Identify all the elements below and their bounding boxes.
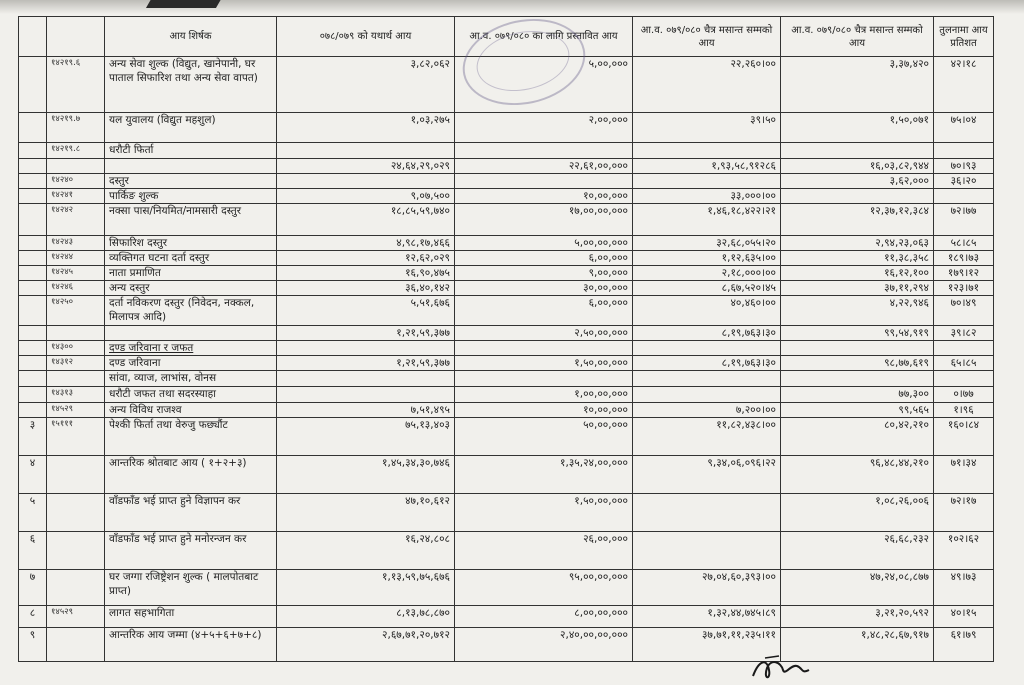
cell-percent [934,189,994,204]
table-header-row [19,17,994,57]
cell-proposed-income: १०,००,००० [455,403,633,418]
cell-percent: ७०।४९ [934,296,994,326]
cell-chaitra-income: १,९३,५८,९१२८६ [633,159,781,174]
cell-percent: ७५।०४ [934,113,994,143]
cell-code: १४२१९.७ [47,113,105,143]
cell-sn: ३ [19,418,47,456]
cell-percent: ४९।७३ [934,570,994,606]
header-percent: तुलनामा आय प्रतिशत [934,17,994,57]
cell-title: व्यक्तिगत घटना दर्ता दस्तुर [105,251,277,266]
header-actual-income: ०७८/०७९ को यथार्थ आय [277,17,455,57]
cell-actual-income: ४,९८,१७,४६६ [277,236,455,251]
cell-proposed-income: १,००,००,००० [455,387,633,403]
cell-chaitra-income-2: ३,२१,२०,५९२ [781,606,934,628]
cell-actual-income: ९,०७,५०० [277,189,455,204]
cell-sn [19,174,47,189]
cell-title: सिफारिश दस्तुर [105,236,277,251]
cell-sn [19,356,47,371]
cell-proposed-income [455,174,633,189]
cell-percent: १०२।६२ [934,532,994,570]
cell-percent: ७०।९३ [934,159,994,174]
cell-sn [19,57,47,113]
cell-chaitra-income: ८,१९,७६३।३० [633,326,781,341]
cell-actual-income: १,२१,५९,३७७ [277,326,455,341]
cell-title: सांवा, व्याज, लाभांस, वोनस [105,371,277,387]
cell-sn [19,326,47,341]
cell-percent [934,143,994,159]
cell-title: दस्तुर [105,174,277,189]
cell-percent [934,341,994,356]
cell-actual-income: १८,८५,५९,७४० [277,204,455,236]
table-row [19,456,994,494]
cell-title: लागत सहभागिता [105,606,277,628]
cell-chaitra-income [633,371,781,387]
cell-sn [19,281,47,296]
cell-chaitra-income-2 [781,341,934,356]
cell-sn [19,371,47,387]
table-row [19,356,994,371]
cell-chaitra-income: १,३२,४४,७४५।८९ [633,606,781,628]
cell-sn [19,204,47,236]
cell-sn [19,403,47,418]
income-table [18,16,994,662]
cell-code: १४२४६ [47,281,105,296]
cell-chaitra-income: २२,२६०।०० [633,57,781,113]
cell-chaitra-income-2: ४,२२,९४६ [781,296,934,326]
cell-percent [934,371,994,387]
cell-title: वाँडफाँड भई प्राप्त हुने मनोरन्जन कर [105,532,277,570]
cell-chaitra-income [633,341,781,356]
cell-code [47,570,105,606]
table-row [19,341,994,356]
table-row [19,143,994,159]
cell-sn: ६ [19,532,47,570]
header-code [47,17,105,57]
cell-chaitra-income-2: १,५०,०७१ [781,113,934,143]
cell-chaitra-income-2: १,४८,२८,६७,९१७ [781,628,934,662]
cell-chaitra-income-2: ७७,३०० [781,387,934,403]
table-body [19,57,994,662]
cell-proposed-income: २२,६१,००,००० [455,159,633,174]
table-row [19,57,994,113]
cell-actual-income [277,387,455,403]
cell-percent: ७१।३४ [934,456,994,494]
cell-percent: ०।७७ [934,387,994,403]
cell-percent: ७२।१७ [934,494,994,532]
cell-chaitra-income: ३२,६८,०५५।२० [633,236,781,251]
cell-actual-income [277,174,455,189]
cell-sn [19,236,47,251]
cell-title: आन्तरिक आय जम्मा (४+५+६+७+८) [105,628,277,662]
cell-actual-income: ७,५१,४९५ [277,403,455,418]
cell-code: १४३१२ [47,356,105,371]
cell-code [47,326,105,341]
cell-sn [19,143,47,159]
cell-code: १४५२९ [47,606,105,628]
cell-actual-income: ७५,१३,४०३ [277,418,455,456]
cell-proposed-income: २,००,००० [455,113,633,143]
table-row [19,296,994,326]
table-row [19,606,994,628]
cell-title: पार्किङ शुल्क [105,189,277,204]
table-row [19,570,994,606]
cell-actual-income [277,143,455,159]
cell-title: अन्य दस्तुर [105,281,277,296]
cell-title: आन्तरिक श्रोतबाट आय ( १+२+३) [105,456,277,494]
cell-chaitra-income: ३७,७१,११,२३५।११ [633,628,781,662]
cell-chaitra-income-2: २,९४,२३,०६३ [781,236,934,251]
cell-actual-income: १६,९०,४७५ [277,266,455,281]
cell-title: घर जग्गा रजिष्ट्रेशन शुल्क ( मालपोतबाट प्राप्त) [105,570,277,606]
table-row [19,494,994,532]
cell-proposed-income: १०,००,००० [455,189,633,204]
header-sn [19,17,47,57]
cell-code: १४२४२ [47,204,105,236]
cell-proposed-income: ५,००,००,००० [455,236,633,251]
cell-chaitra-income-2: ९९,५६५ [781,403,934,418]
cell-chaitra-income [633,143,781,159]
cell-code: १४२४४ [47,251,105,266]
table-row [19,371,994,387]
table-row [19,251,994,266]
cell-chaitra-income: ३९।५० [633,113,781,143]
cell-chaitra-income [633,494,781,532]
scan-edge [146,0,224,8]
table-row [19,204,994,236]
cell-percent: १८९।७३ [934,251,994,266]
table-row [19,281,994,296]
table-row [19,387,994,403]
cell-percent: ३६।२० [934,174,994,189]
cell-actual-income [277,341,455,356]
cell-chaitra-income [633,532,781,570]
cell-code [47,159,105,174]
cell-chaitra-income-2: १२,३७,१२,३८४ [781,204,934,236]
cell-chaitra-income-2: ३,३७,४२० [781,57,934,113]
cell-chaitra-income-2: ९६,४८,४४,२१० [781,456,934,494]
cell-actual-income: १,२१,५९,३७७ [277,356,455,371]
signature [745,650,825,684]
cell-sn: ४ [19,456,47,494]
cell-chaitra-income-2: ११,३८,३५८ [781,251,934,266]
table-row [19,113,994,143]
cell-code: १४२१९.६ [47,57,105,113]
cell-proposed-income: ६,००,००० [455,296,633,326]
cell-percent: ६१।७९ [934,628,994,662]
cell-title: यल युवालय (विद्युत महशुल) [105,113,277,143]
cell-code: १४२४० [47,174,105,189]
cell-sn [19,341,47,356]
cell-chaitra-income [633,174,781,189]
cell-title [105,326,277,341]
cell-code [47,628,105,662]
cell-chaitra-income: १,१२,६३५।०० [633,251,781,266]
cell-chaitra-income-2: १६,०३,८२,९४४ [781,159,934,174]
table-row [19,266,994,281]
cell-proposed-income: २,४०,००,००,००० [455,628,633,662]
cell-sn [19,266,47,281]
header-proposed-income: आ.व. ०७९/०८० का लागि प्रस्तावित आय [455,17,633,57]
cell-title: वाँडफाँड भई प्राप्त हुने विज्ञापन कर [105,494,277,532]
cell-code: १४२५० [47,296,105,326]
cell-proposed-income [455,143,633,159]
cell-chaitra-income-2: ३७,११,२९४ [781,281,934,296]
cell-percent: ३९।८२ [934,326,994,341]
cell-title [105,159,277,174]
cell-actual-income: ३६,४०,१४२ [277,281,455,296]
cell-percent: ७२।७७ [934,204,994,236]
cell-actual-income: १६,२४,८०८ [277,532,455,570]
cell-chaitra-income-2: ८०,४२,२१० [781,418,934,456]
table-row [19,418,994,456]
cell-proposed-income: ९,००,००० [455,266,633,281]
cell-actual-income: ५,५१,६७६ [277,296,455,326]
cell-code [47,456,105,494]
cell-title: दण्ड जरिवाना र जफत [105,341,277,356]
cell-proposed-income: ६,००,००० [455,251,633,266]
cell-chaitra-income-2 [781,189,934,204]
cell-chaitra-income-2: ३,६२,००० [781,174,934,189]
cell-code: १४२४३ [47,236,105,251]
cell-percent: ४०।१५ [934,606,994,628]
cell-title: धरौटी जफत तथा सदरस्याहा [105,387,277,403]
cell-sn: ९ [19,628,47,662]
cell-actual-income [277,371,455,387]
cell-sn [19,159,47,174]
cell-chaitra-income: १,४६,१८,४२२।२१ [633,204,781,236]
cell-proposed-income [455,371,633,387]
cell-chaitra-income-2 [781,371,934,387]
cell-proposed-income: १,५०,००,००० [455,356,633,371]
cell-proposed-income: ५०,००,००० [455,418,633,456]
cell-proposed-income: १,५०,००,००० [455,494,633,532]
cell-actual-income: ४७,१०,६१२ [277,494,455,532]
cell-percent: ६५।८५ [934,356,994,371]
cell-actual-income: २,६७,७१,२०,७१२ [277,628,455,662]
cell-actual-income: १,४५,३४,३०,७४६ [277,456,455,494]
cell-chaitra-income-2: ९८,७७,६१९ [781,356,934,371]
cell-sn: ५ [19,494,47,532]
cell-actual-income: ३,८२,०६२ [277,57,455,113]
cell-sn [19,387,47,403]
cell-chaitra-income: ७,२००।०० [633,403,781,418]
cell-chaitra-income [633,387,781,403]
cell-percent: १।९६ [934,403,994,418]
cell-percent: १६०।८४ [934,418,994,456]
cell-sn [19,113,47,143]
cell-chaitra-income: २७,०४,६०,३९३।०० [633,570,781,606]
cell-sn: ८ [19,606,47,628]
cell-actual-income: २४,६४,२९,०२९ [277,159,455,174]
table-row [19,532,994,570]
cell-title: अन्य विविध राजश्व [105,403,277,418]
cell-code [47,371,105,387]
cell-title: नाता प्रमाणित [105,266,277,281]
cell-actual-income: ८,१३,७८,८७० [277,606,455,628]
table-row [19,326,994,341]
cell-proposed-income: २,५०,००,००० [455,326,633,341]
cell-proposed-income: १७,००,००,००० [455,204,633,236]
table-row [19,403,994,418]
cell-code: १४२१९.८ [47,143,105,159]
cell-chaitra-income-2 [781,143,934,159]
cell-proposed-income: ३०,००,००० [455,281,633,296]
cell-chaitra-income: ९,३४,०६,०९६।२२ [633,456,781,494]
cell-proposed-income: ८,००,००,००० [455,606,633,628]
cell-chaitra-income: ४०,४६०।०० [633,296,781,326]
cell-code: १४३१३ [47,387,105,403]
cell-title: दर्ता नविकरण दस्तुर (निवेदन, नक्कल, मिलापत्र आदि) [105,296,277,326]
cell-chaitra-income-2: १६,१२,१०० [781,266,934,281]
cell-proposed-income: ९५,००,००,००० [455,570,633,606]
table-row [19,189,994,204]
cell-chaitra-income-2: २६,६८,२३२ [781,532,934,570]
cell-actual-income: १,०३,२७५ [277,113,455,143]
header-chaitra-income-2: आ.व. ०७९/०८० चैत्र मसान्त सम्मको आय [781,17,934,57]
header-chaitra-income: आ.व. ०७९/०८० चैत्र मसान्त सम्मको आय [633,17,781,57]
table-row [19,628,994,662]
cell-chaitra-income: ८,६७,५२०।४५ [633,281,781,296]
cell-title: पेश्की फिर्ता तथा वेरुजु फछ्यौंट [105,418,277,456]
cell-proposed-income: १,३५,२४,००,००० [455,456,633,494]
cell-code: १४३०० [47,341,105,356]
cell-sn [19,251,47,266]
cell-percent: १२३।७१ [934,281,994,296]
cell-chaitra-income: ३३,०००।०० [633,189,781,204]
cell-code: १४२४१ [47,189,105,204]
cell-percent: ५८।८५ [934,236,994,251]
cell-chaitra-income-2: १,०८,२६,००६ [781,494,934,532]
cell-title: धरौटी फिर्ता [105,143,277,159]
cell-code: १४२४५ [47,266,105,281]
cell-code [47,494,105,532]
cell-proposed-income [455,341,633,356]
cell-code [47,532,105,570]
table-row [19,159,994,174]
cell-chaitra-income-2: ४७,२४,०८,८७७ [781,570,934,606]
cell-proposed-income: २६,००,००० [455,532,633,570]
header-title: आय शिर्षक [105,17,277,57]
cell-sn: ७ [19,570,47,606]
cell-chaitra-income: २,१८,०००।०० [633,266,781,281]
cell-title: नक्सा पास/नियमित/नामसारी दस्तुर [105,204,277,236]
cell-code: १४५२९ [47,403,105,418]
cell-percent: ४२।१८ [934,57,994,113]
cell-actual-income: १,१३,५९,७५,६७६ [277,570,455,606]
cell-actual-income: १२,६२,०२९ [277,251,455,266]
cell-proposed-income: ५,००,००० [455,57,633,113]
table-row [19,174,994,189]
cell-sn [19,189,47,204]
cell-title: अन्य सेवा शुल्क (विद्युत, खानेपानी, घर पाताल सिफारिश तथा अन्य सेवा वापत) [105,57,277,113]
cell-code: १५१११ [47,418,105,456]
cell-chaitra-income-2: ९९,५४,९१९ [781,326,934,341]
cell-title: दण्ड जरिवाना [105,356,277,371]
table-row [19,236,994,251]
cell-sn [19,296,47,326]
cell-chaitra-income: ११,८२,४३८।०० [633,418,781,456]
cell-percent: १७९।१२ [934,266,994,281]
cell-chaitra-income: ८,१९,७६३।३० [633,356,781,371]
